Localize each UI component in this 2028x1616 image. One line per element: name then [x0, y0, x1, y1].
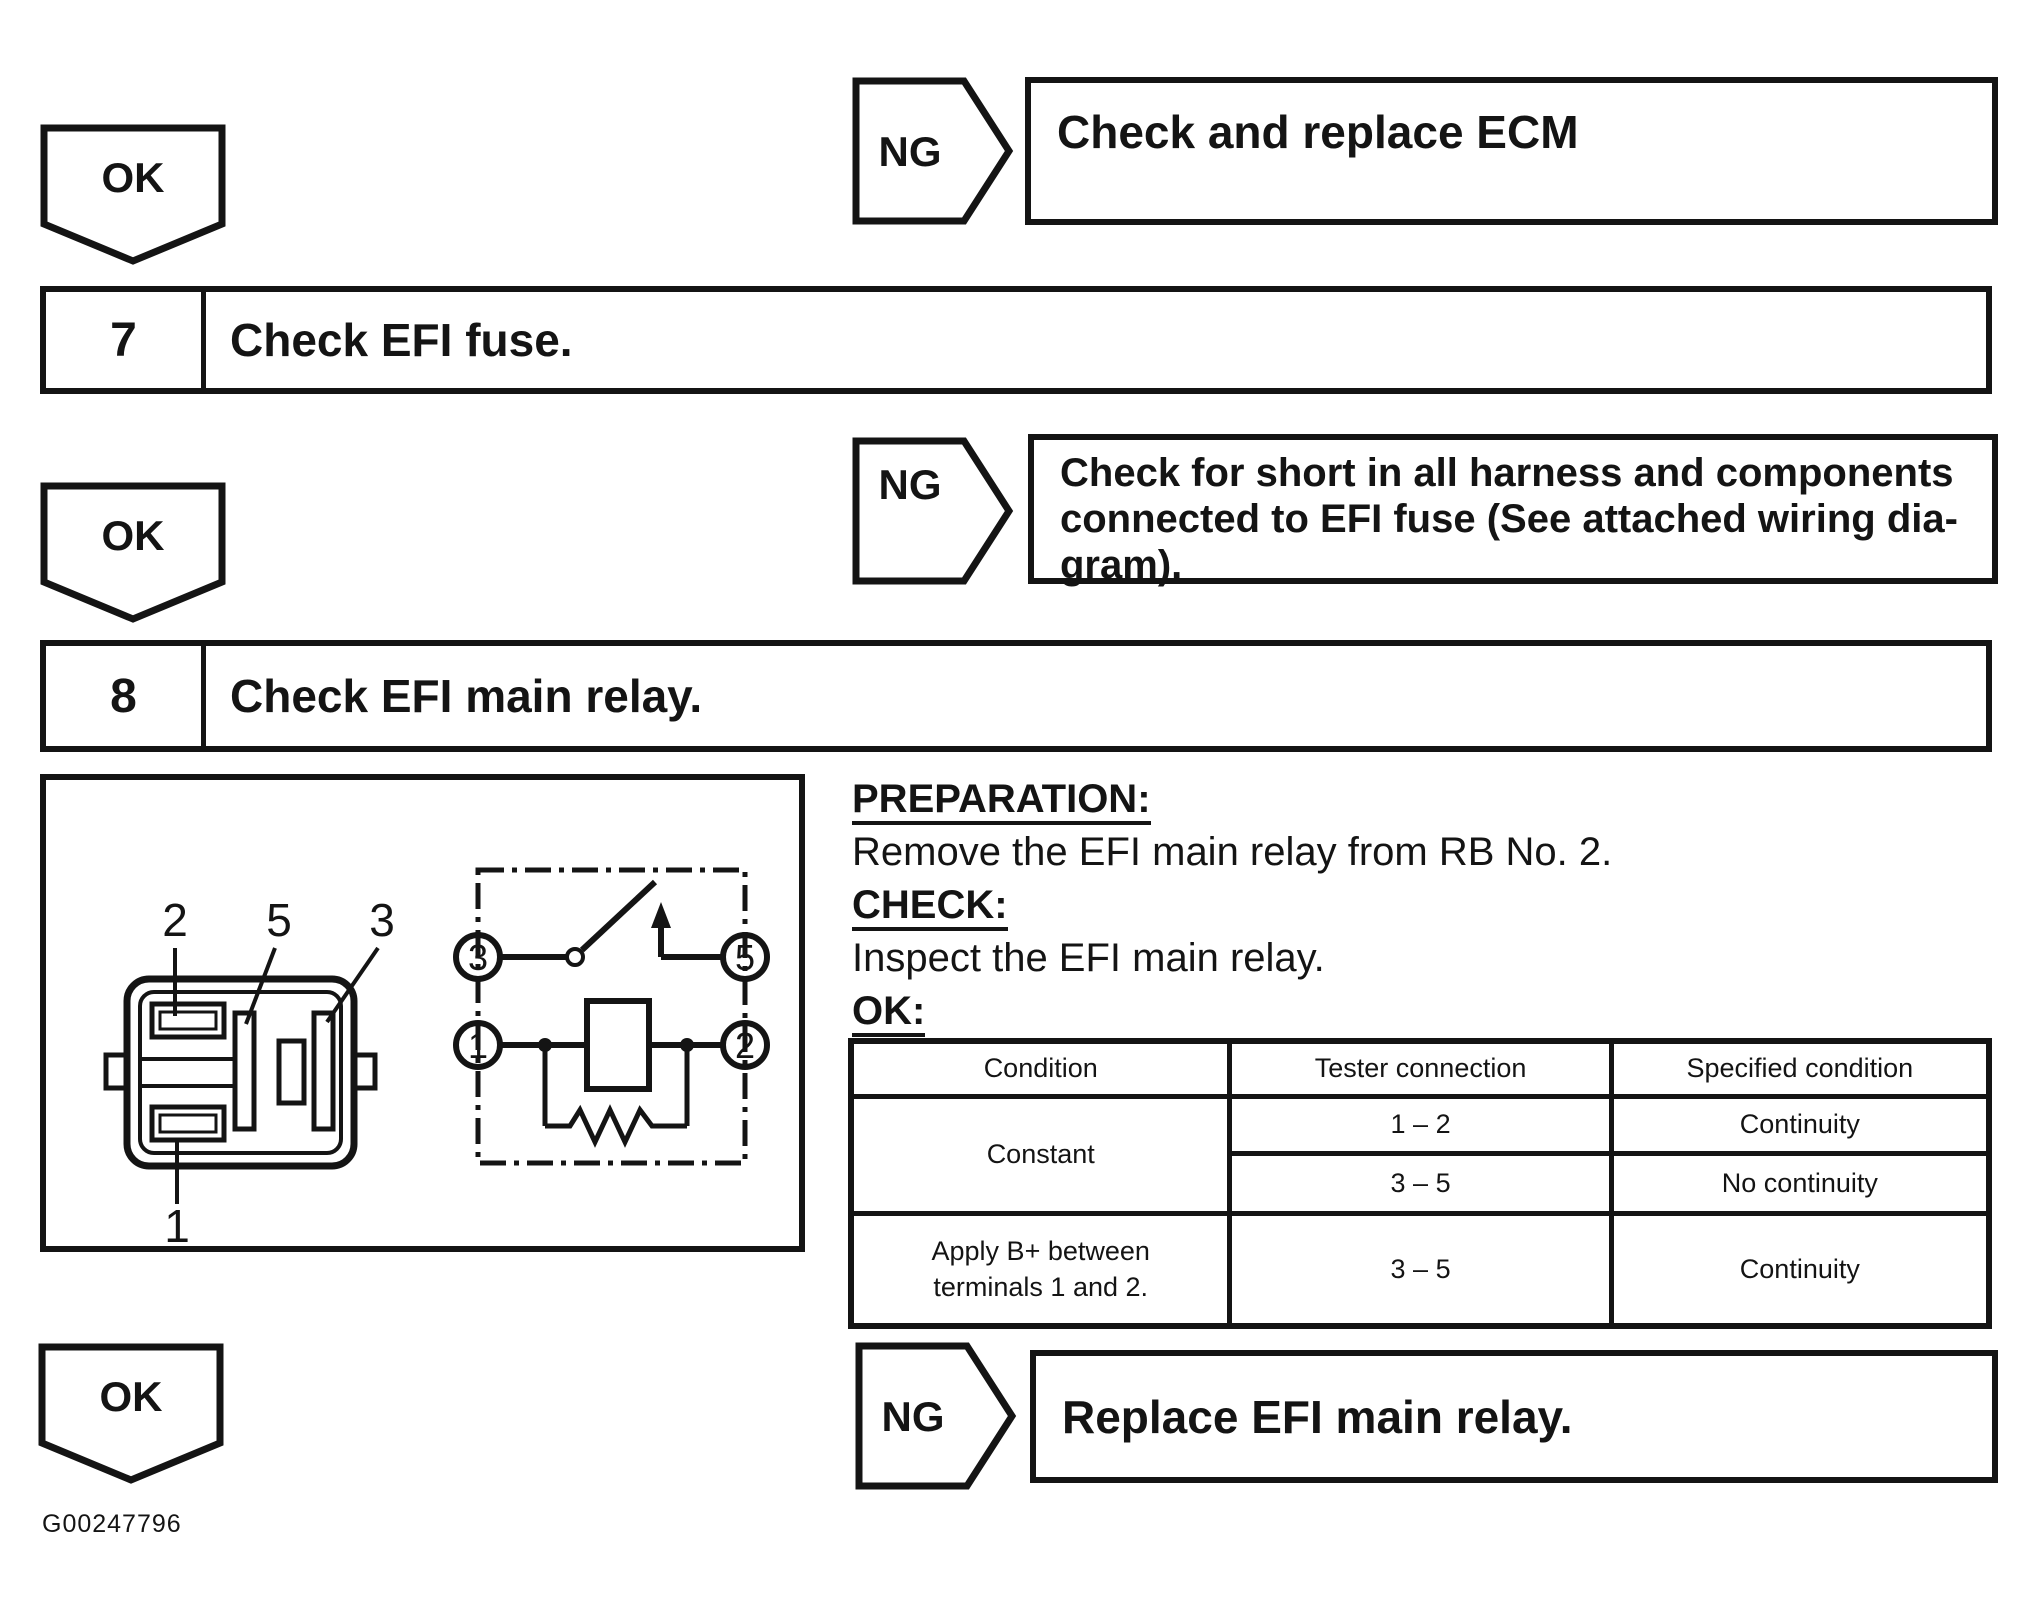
ok-connector-top [40, 124, 226, 271]
step7-title: Check EFI fuse. [230, 314, 573, 366]
ng-arrow-icon [852, 437, 1014, 585]
ng-connector-3 [855, 1342, 1017, 1495]
step7-row [40, 286, 1992, 394]
pin-label-5: 5 [266, 894, 292, 946]
check-heading: CHECK: [852, 884, 1008, 931]
ng-label: NG [878, 461, 942, 508]
ng3-action-box [1030, 1350, 1998, 1483]
ng3-action-text: Replace EFI main relay. [1062, 1390, 1573, 1443]
terminal-label-2: 2 [734, 1025, 756, 1066]
cell-condition-constant: Constant [851, 1096, 1230, 1213]
ok-label: OK [99, 1373, 163, 1420]
ng-connector-1 [852, 77, 1014, 230]
ng-label: NG [881, 1393, 945, 1440]
ng-connector-2 [852, 437, 1014, 590]
ok-heading: OK: [852, 990, 925, 1037]
pin-label-1: 1 [164, 1200, 190, 1246]
step8-row [40, 640, 1992, 752]
ng-arrow-icon [855, 1342, 1017, 1490]
cell-specified-no-continuity: No continuity [1611, 1153, 1989, 1213]
preparation-text: Remove the EFI main relay from RB No. 2. [852, 830, 1613, 874]
ng-label: NG [878, 128, 942, 175]
ng2-action-line2: connected to EFI fuse (See attached wiring dia- [1060, 497, 1958, 541]
pin-label-3: 3 [369, 894, 395, 946]
table-row [851, 1213, 1989, 1326]
specification-table-wrap [848, 1038, 1992, 1328]
cell-condition-apply-b-plus: Apply B+ between terminals 1 and 2. [931, 1236, 1150, 1303]
ng2-action-box [1028, 434, 1998, 587]
relay-figure-box [40, 774, 805, 1252]
ng1-action-text: Check and replace ECM [1057, 106, 1579, 158]
ok-pentagon-icon [38, 1343, 224, 1485]
step8-number: 8 [46, 646, 206, 746]
terminal-label-1: 1 [467, 1025, 489, 1066]
header-tester-connection: Tester connection [1230, 1041, 1611, 1096]
step7-number: 7 [46, 292, 206, 388]
header-specified-condition: Specified condition [1611, 1041, 1989, 1096]
specification-table [848, 1038, 1992, 1329]
efi-main-relay-diagram [46, 780, 799, 1246]
cell-specified-continuity-2: Continuity [1611, 1213, 1989, 1326]
ng2-action-line3: gram). [1060, 543, 1183, 587]
step8-title: Check EFI main relay. [230, 670, 703, 722]
terminal-label-5: 5 [734, 937, 756, 978]
ok-connector-middle [40, 482, 226, 629]
pin-label-2: 2 [162, 894, 188, 946]
cell-connection-3-5: 3 – 5 [1230, 1153, 1611, 1213]
ng2-action-line1: Check for short in all harness and components [1060, 451, 1954, 495]
relay-connector-drawing [106, 894, 395, 1246]
ng-arrow-icon [852, 77, 1014, 225]
relay-schematic-drawing [456, 870, 767, 1163]
ng1-action-box [1025, 77, 1998, 225]
header-condition: Condition [851, 1041, 1230, 1096]
instructions-block [852, 778, 2012, 1043]
ok-pentagon-icon [40, 482, 226, 624]
terminal-label-3: 3 [467, 937, 489, 978]
ok-label: OK [101, 154, 165, 201]
ok-connector-bottom [38, 1343, 224, 1490]
cell-connection-3-5b: 3 – 5 [1230, 1213, 1611, 1326]
table-row [851, 1096, 1989, 1153]
ok-label: OK [101, 512, 165, 559]
cell-specified-continuity: Continuity [1611, 1096, 1989, 1153]
check-text: Inspect the EFI main relay. [852, 936, 1325, 980]
table-header-row [851, 1041, 1989, 1096]
ok-pentagon-icon [40, 124, 226, 266]
preparation-heading: PREPARATION: [852, 778, 1151, 825]
cell-connection-1-2: 1 – 2 [1230, 1096, 1611, 1153]
figure-id: G00247796 [42, 1510, 182, 1538]
